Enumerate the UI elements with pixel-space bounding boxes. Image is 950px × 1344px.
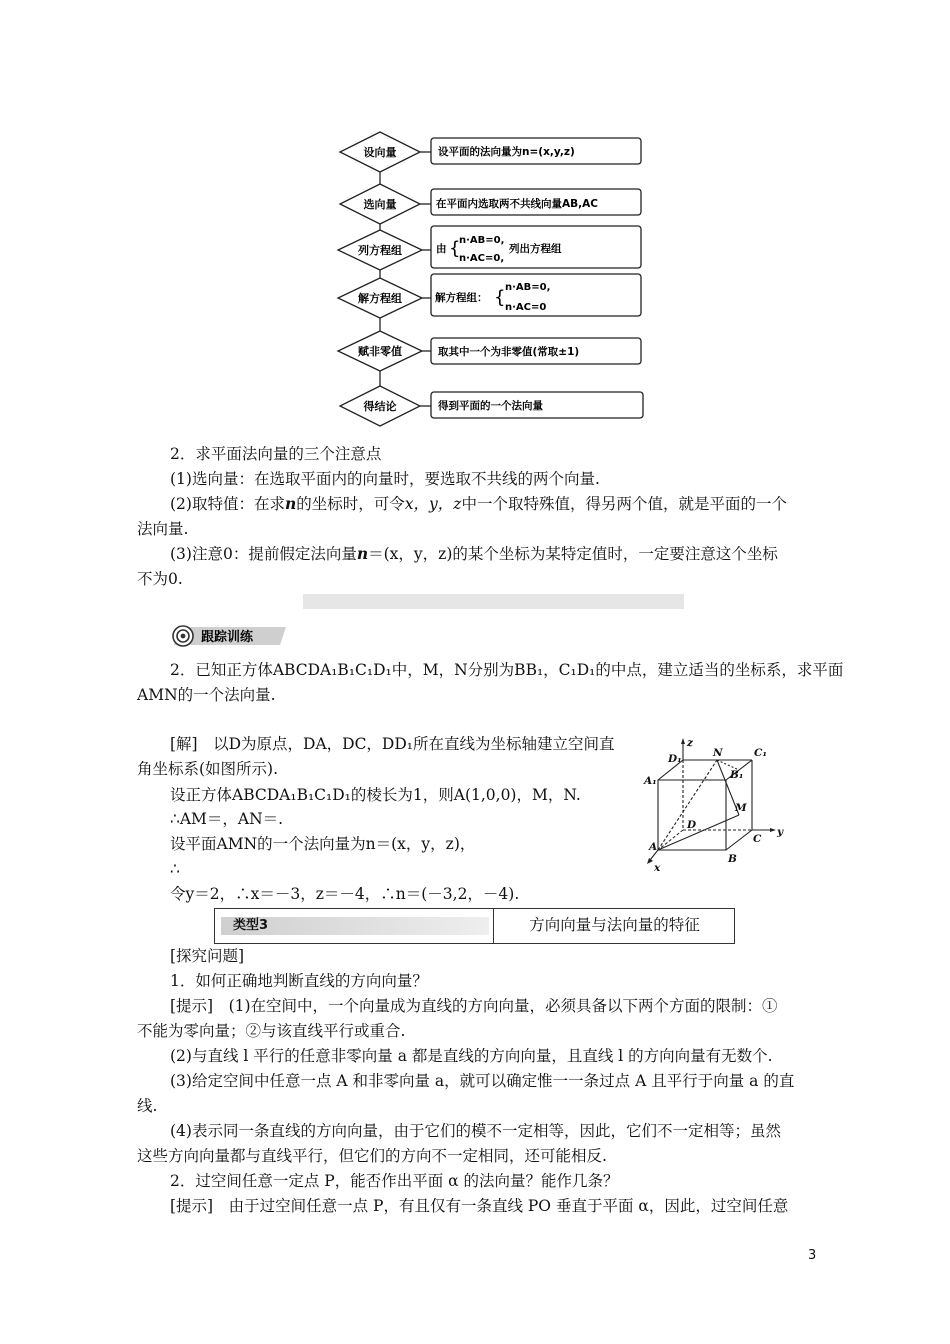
flow-step-2 (340, 184, 641, 224)
notes-p2-a: (2)取特值：在求 (170, 495, 285, 513)
notes-p2-c: 的坐标时，可令 (296, 495, 405, 513)
flow-step-4 (338, 274, 641, 318)
type-tag-label: 类型3 (233, 918, 269, 933)
explore-hint-5: [提示] 由于过空间任意一点 P，有且仅有一条直线 PO 垂直于平面 α，因此，过空间任意 (170, 1197, 789, 1215)
explore-hint-3-cont: 线. (137, 1097, 158, 1115)
flow-step-3-label: 列方程组 (358, 244, 402, 257)
label-C: C (753, 833, 762, 845)
flow-step-2-label: 选向量 (363, 198, 397, 211)
solution-line-7: 令y＝2，∴x＝－3，z＝－4，∴n＝(－3,2，－4). (170, 885, 520, 903)
flow-step-1 (340, 132, 641, 172)
notes-p2 (170, 491, 787, 517)
flow-step-2-desc: 在平面内选取两不共线向量AB,AC (436, 198, 598, 210)
label-D: D (687, 819, 697, 831)
flow-step-3-suffix: 列出方程组 (509, 243, 562, 255)
flow-step-3-eq2: n·AC=0, (459, 253, 505, 264)
flow-step-4-label: 解方程组 (358, 292, 402, 305)
label-A1: A₁ (644, 775, 657, 787)
cube-figure (640, 732, 790, 874)
explore-hint-4: (4)表示同一条直线的方向向量，由于它们的模不一定相等，因此，它们不一定相等；虽然 (170, 1122, 781, 1140)
flow-step-3 (338, 226, 641, 270)
flow-step-3-eq1: n·AB=0, (459, 235, 505, 246)
label-N: N (713, 747, 723, 759)
solution-line-2: 角坐标系(如图所示). (137, 760, 279, 778)
flow-step-1-desc: 设平面的法向量为n=(x,y,z) (438, 146, 575, 158)
label-M: M (735, 802, 747, 814)
explore-q2: 2．过空间任意一定点 P，能否作出平面 α 的法向量？能作几条？ (170, 1172, 619, 1190)
flow-step-3-prefix: 由 (436, 243, 447, 255)
type-tag-bar (221, 917, 489, 935)
solution-line-6: ∴ (170, 860, 180, 878)
flow-step-3-brace: { (449, 238, 461, 259)
flow-step-5-desc: 取其中一个为非零值(常取±1) (438, 346, 580, 358)
notes-p3-c: ＝(x，y，z)的某个坐标为某特定值时，一定要注意这个坐标 (368, 545, 778, 563)
tracking-badge (170, 625, 288, 647)
notes-p3-cont: 不为0. (137, 570, 183, 588)
label-x: x (654, 862, 661, 874)
section-divider (303, 594, 684, 609)
exercise-question-cont: AMN的一个法向量. (137, 686, 276, 704)
page-number: 3 (808, 1248, 817, 1263)
solution-line-3: 设正方体ABCDA₁B₁C₁D₁的棱长为1，则A(1,0,0)，M，N. (170, 786, 581, 804)
flow-step-6-label: 得结论 (363, 400, 397, 413)
explore-hint-1: [提示] (1)在空间中，一个向量成为直线的方向向量，必须具备以下两个方面的限制：① (170, 997, 778, 1015)
notes-p2-e: 中一个取特殊值，得另两个值，就是平面的一个 (461, 495, 787, 513)
notes-p3 (170, 541, 778, 567)
label-C1: C₁ (754, 747, 767, 759)
flow-step-5 (338, 331, 641, 371)
label-B: B (728, 853, 737, 865)
label-A: A (649, 841, 658, 853)
notes-p3-a: (3)注意0：提前假定法向量 (170, 545, 357, 563)
type-tag-cell (215, 909, 494, 943)
badge-label: 跟踪训练 (201, 630, 254, 645)
explore-hint-1-cont: 不能为零向量；②与该直线平行或重合. (137, 1022, 406, 1040)
label-D1: D₁ (668, 753, 682, 765)
explore-heading: [探究问题] (170, 947, 245, 965)
notes-p2-vars: x，y，z (404, 495, 462, 513)
label-y: y (777, 826, 784, 838)
explore-hint-4-cont: 这些方向向量都与直线平行，但它们的方向不一定相同，还可能相反. (137, 1147, 607, 1165)
flow-step-4-eq1: n·AB=0, (505, 282, 551, 293)
solution-line-5: 设平面AMN的一个法向量为n＝(x，y，z)， (170, 835, 476, 853)
flow-step-4-prefix: 解方程组： (435, 292, 488, 304)
flowchart (335, 128, 655, 428)
flow-step-5-label: 赋非零值 (358, 345, 402, 358)
type-section-box (214, 908, 735, 944)
flow-step-1-label: 设向量 (363, 146, 397, 159)
solution-line-4: ∴AM＝，AN＝. (170, 810, 284, 828)
flow-step-4-eq2: n·AC=0 (505, 302, 547, 313)
flow-step-6-desc: 得到平面的一个法向量 (438, 400, 543, 412)
flow-step-4-brace: { (494, 287, 506, 308)
solution-line-1: [解] 以D为原点，DA，DC，DD₁所在直线为坐标轴建立空间直 (170, 735, 615, 753)
notes-heading: 2．求平面法向量的三个注意点 (170, 445, 382, 463)
notes-p2-n: n (284, 494, 297, 513)
type-title: 方向向量与法向量的特征 (529, 916, 700, 934)
notes-p2-cont: 法向量. (137, 520, 189, 538)
exercise-question: 2．已知正方体ABCDA₁B₁C₁D₁中，M，N分别为BB₁，C₁D₁的中点，建立适当的坐标系，求平面 (170, 661, 844, 679)
explore-q1: 1．如何正确地判断直线的方向向量？ (170, 972, 428, 990)
flow-step-6 (340, 386, 643, 426)
explore-hint-3: (3)给定空间中任意一点 A 和非零向量 a，就可以确定惟一一条过点 A 且平行于向量 a 的直 (170, 1072, 795, 1090)
notes-p1: (1)选向量：在选取平面内的向量时，要选取不共线的两个向量. (170, 470, 600, 488)
explore-hint-2: (2)与直线 l 平行的任意非零向量 a 都是直线的方向向量，且直线 l 的方向向量有无数个. (170, 1047, 773, 1065)
label-z: z (687, 737, 693, 749)
notes-p3-n: n (356, 544, 369, 563)
label-B1: B₁ (730, 769, 744, 781)
